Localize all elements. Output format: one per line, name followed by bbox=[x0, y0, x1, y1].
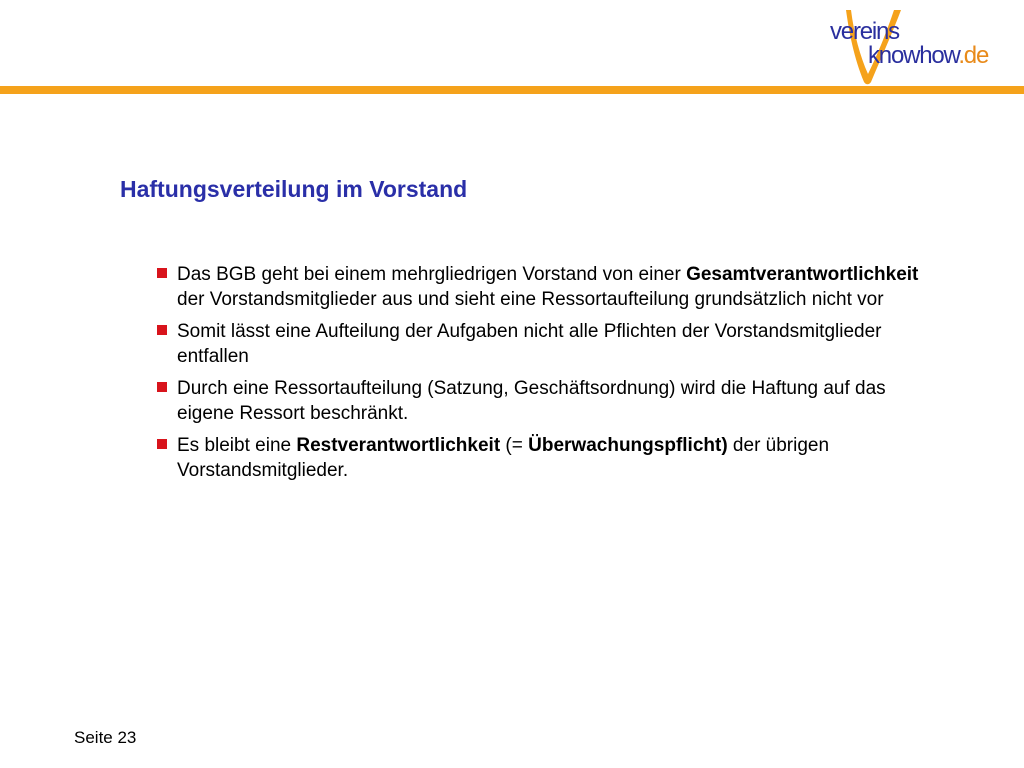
bullet-4-text-middle: (= bbox=[500, 435, 529, 456]
logo-word-vereins: vereins bbox=[830, 18, 899, 45]
bullet-item-1 bbox=[156, 262, 936, 312]
header-orange-rule bbox=[0, 86, 1024, 94]
slide-title: Haftungsverteilung im Vorstand bbox=[120, 176, 468, 202]
bullet-4-bold-term: Restverantwortlichkeit bbox=[296, 435, 501, 456]
vereinsknowhow-logo bbox=[826, 8, 1016, 88]
logo-word-knowhow: knowhow.de bbox=[868, 42, 989, 69]
bullet-item-2 bbox=[156, 319, 936, 369]
bullet-list bbox=[156, 262, 936, 490]
bullet-1-bold-term: Gesamtverantwortlichkeit bbox=[686, 264, 919, 285]
bullet-2-text: Somit lässt eine Aufteilung der Aufgaben nicht alle Pflichten der Vorstandsmitglieder entfallen bbox=[177, 321, 882, 367]
red-square-bullet-icon bbox=[157, 268, 167, 278]
bullet-item-3 bbox=[156, 376, 936, 426]
red-square-bullet-icon bbox=[157, 325, 167, 335]
bullet-1-text-end: der Vorstandsmitglieder aus und sieht eine Ressortaufteilung grundsätzlich nicht vor bbox=[177, 289, 884, 310]
red-square-bullet-icon bbox=[157, 382, 167, 392]
bullet-item-4 bbox=[156, 433, 936, 483]
bullet-3-text: Durch eine Ressortaufteilung (Satzung, Geschäftsordnung) wird die Haftung auf das eigene Ressort beschränkt. bbox=[177, 378, 886, 424]
page-number: Seite 23 bbox=[74, 728, 137, 747]
bullet-4-text-end: der übrigen Vorstandsmitglieder. bbox=[177, 435, 830, 481]
bullet-1-text-start: Das BGB geht bei einem mehrgliedrigen Vorstand von einer bbox=[177, 264, 687, 285]
red-square-bullet-icon bbox=[157, 439, 167, 449]
logo-domain-suffix: .de bbox=[958, 42, 989, 69]
bullet-4-bold-term-2: Überwachungspflicht) bbox=[528, 435, 728, 456]
bullet-4-text-start: Es bleibt eine bbox=[177, 435, 297, 456]
